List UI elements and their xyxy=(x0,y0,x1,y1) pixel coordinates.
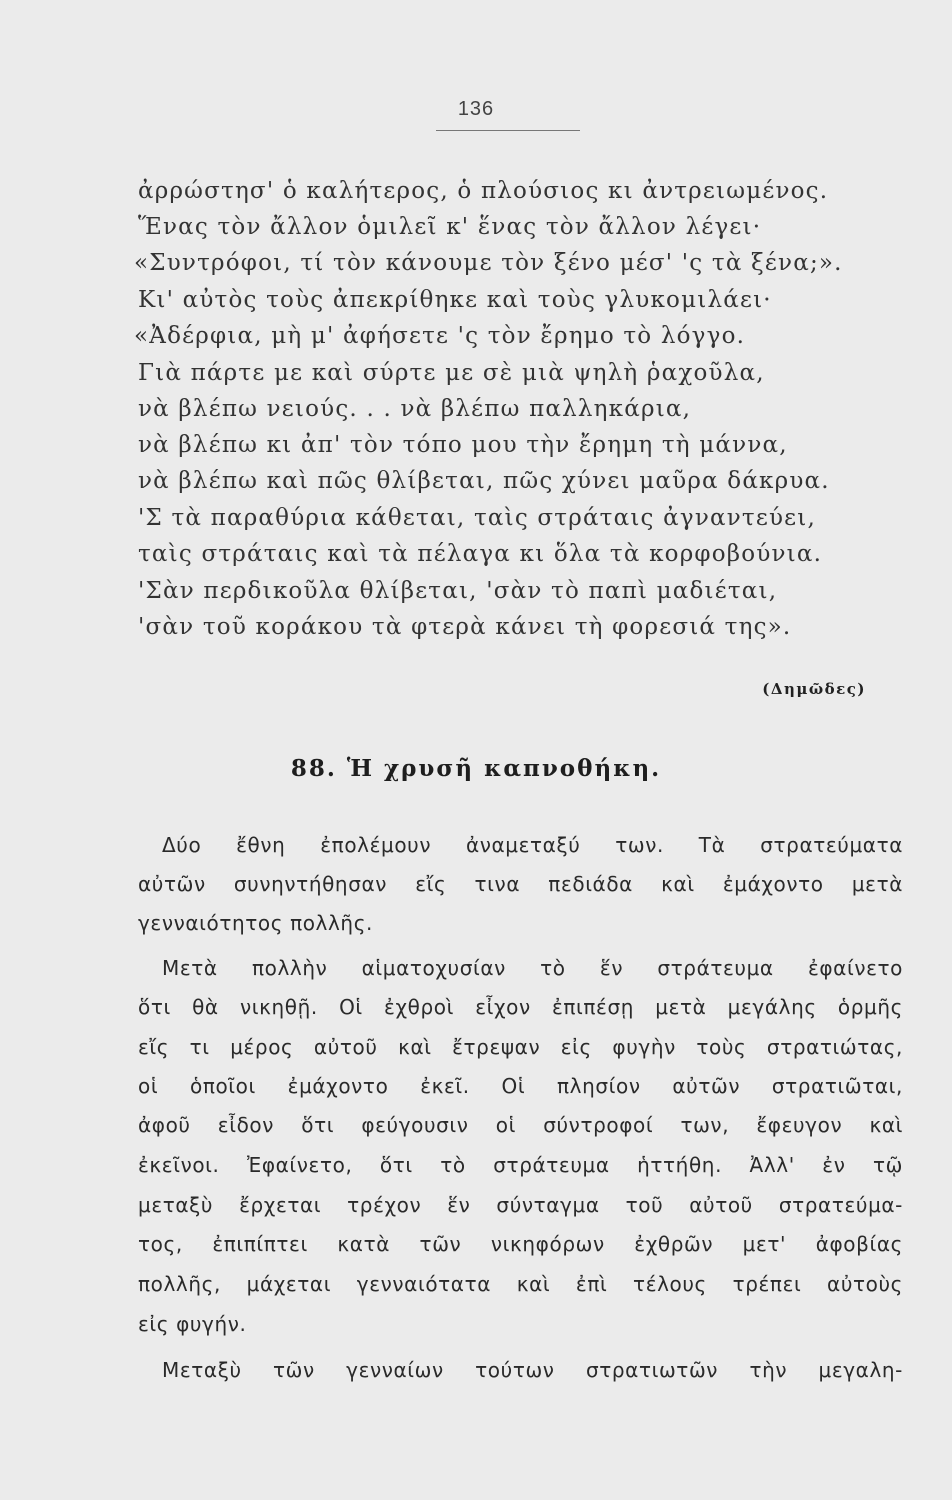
poem-line: «Ἀδέρφια, μὴ μ' ἀφήσετε 'ς τὸν ἔρημο τὸ λόγγο. xyxy=(134,323,746,349)
poem-line: νὰ βλέπω νειούς. . . νὰ βλέπω παλληκάρια, xyxy=(138,396,692,422)
poem-line: Κι' αὐτὸς τοὺς ἀπεκρίθηκε καὶ τοὺς γλυκομιλάει· xyxy=(138,287,772,313)
prose-line: Μετὰ πολλὴν αἱματοχυσίαν τὸ ἕν στράτευμα ἐφαίνετο xyxy=(162,956,903,980)
poem-line: Γιὰ πάρτε με καὶ σύρτε με σὲ μιὰ ψηλὴ ῥαχοῦλα, xyxy=(138,360,765,386)
poem-line: 'Σὰν περδικοῦλα θλίβεται, 'σὰν τὸ παπὶ μαδιέται, xyxy=(138,578,778,604)
poem-line: 'σὰν τοῦ κοράκου τὰ φτερὰ κάνει τὴ φορεσιά της». xyxy=(138,614,792,640)
poem-line: ἀρρώστησ' ὁ καλήτερος, ὁ πλούσιος κι ἀντρειωμένος. xyxy=(138,178,829,204)
prose-line: εἰς φυγήν. xyxy=(138,1312,247,1336)
prose-line: εἴς τι μέρος αὐτοῦ καὶ ἔτρεψαν εἰς φυγὴν τοὺς στρατιώτας, xyxy=(138,1035,903,1059)
prose-line: τος, ἐπιπίπτει κατὰ τῶν νικηφόρων ἐχθρῶν μετ' ἀφοβίας xyxy=(138,1232,903,1256)
poem-line: «Συντρόφοι, τί τὸν κάνουμε τὸν ξένο μέσ' 'ς τὰ ξένα;». xyxy=(134,250,843,276)
prose-line: ἐκεῖνοι. Ἐφαίνετο, ὅτι τὸ στράτευμα ἡττήθη. Ἀλλ' ἐν τῷ xyxy=(138,1153,903,1177)
poem-attribution: (Δημῶδες) xyxy=(762,680,866,698)
page-number: 136 xyxy=(457,98,495,120)
prose-line: Μεταξὺ τῶν γενναίων τούτων στρατιωτῶν τὴν μεγαλη- xyxy=(162,1358,903,1382)
prose-line: οἱ ὁποῖοι ἐμάχοντο ἐκεῖ. Οἱ πλησίον αὐτῶν στρατιῶται, xyxy=(138,1074,903,1098)
prose-line: ὅτι θὰ νικηθῇ. Οἱ ἐχθροὶ εἶχον ἐπιπέσῃ μετὰ μεγάλης ὁρμῆς xyxy=(138,995,903,1019)
section-heading: 88. Ἡ χρυσῆ καπνοθήκη. xyxy=(290,755,662,782)
poem-line: Ἕνας τὸν ἄλλον ὁμιλεῖ κ' ἕνας τὸν ἄλλον λέγει· xyxy=(138,214,762,240)
poem-line: νὰ βλέπω κι ἀπ' τὸν τόπο μου τὴν ἔρημη τὴ μάννα, xyxy=(138,432,788,458)
prose-line: αὐτῶν συνηντήθησαν εἴς τινα πεδιάδα καὶ ἐμάχοντο μετὰ xyxy=(138,872,903,896)
prose-line: πολλῆς, μάχεται γενναιότατα καὶ ἐπὶ τέλους τρέπει αὐτοὺς xyxy=(138,1272,903,1296)
poem-line: ταὶς στράταις καὶ τὰ πέλαγα κι ὅλα τὰ κορφοβούνια. xyxy=(138,541,823,567)
prose-line: γενναιότητος πολλῆς. xyxy=(138,911,373,935)
poem-line: νὰ βλέπω καὶ πῶς θλίβεται, πῶς χύνει μαῦρα δάκρυα. xyxy=(138,468,830,494)
header-rule xyxy=(436,130,580,131)
prose-line: μεταξὺ ἔρχεται τρέχον ἕν σύνταγμα τοῦ αὐτοῦ στρατεύμα- xyxy=(138,1193,903,1217)
poem-line: 'Σ τὰ παραθύρια κάθεται, ταὶς στράταις ἀγναντεύει, xyxy=(138,505,816,531)
prose-line: Δύο ἔθνη ἐπολέμουν ἀναμεταξύ των. Τὰ στρατεύματα xyxy=(162,833,903,857)
prose-line: ἀφοῦ εἶδον ὅτι φεύγουσιν οἱ σύντροφοί των, ἔφευγον καὶ xyxy=(138,1113,903,1137)
